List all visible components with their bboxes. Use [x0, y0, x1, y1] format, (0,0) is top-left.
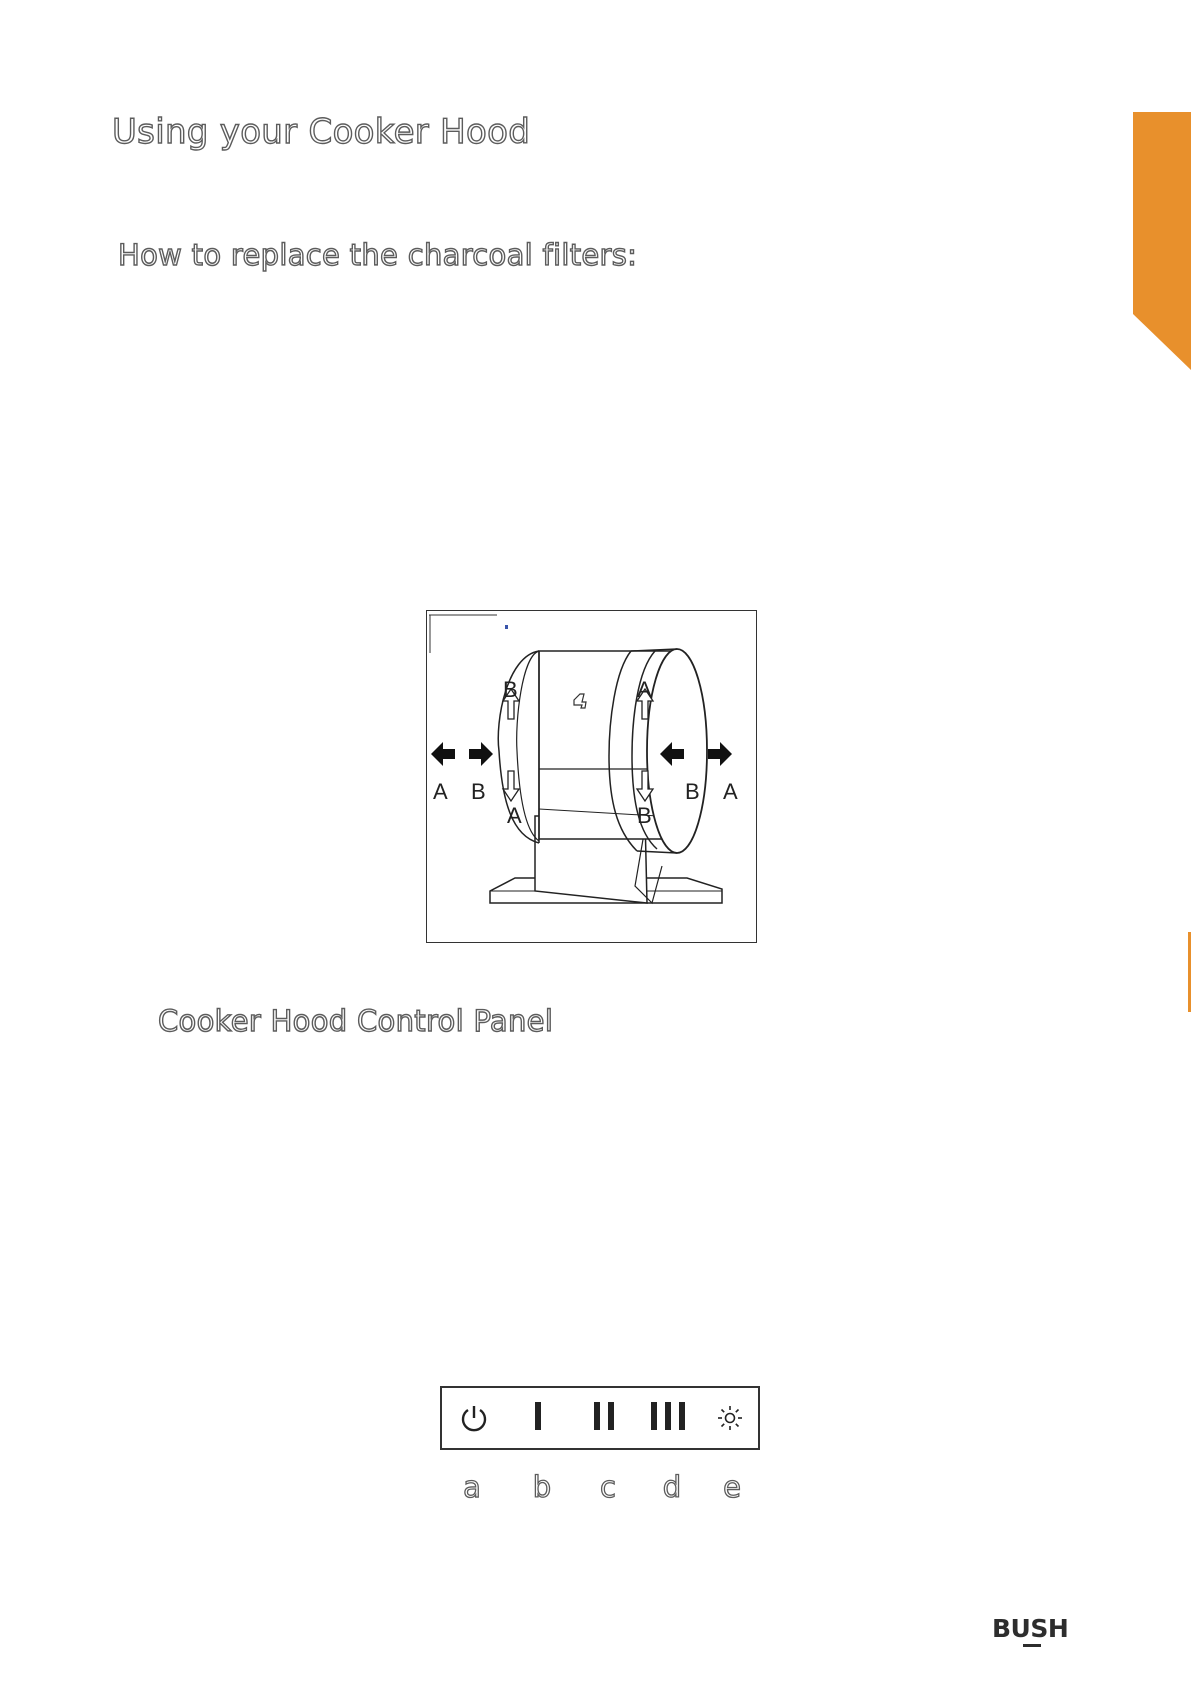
speed-2-button[interactable]	[578, 1388, 630, 1448]
cooker-hood-control-panel	[440, 1386, 760, 1450]
brand-logo: BUSH	[992, 1614, 1069, 1643]
left-arrow-label-a: A	[433, 779, 448, 804]
right-filter-label-a: A	[637, 677, 652, 702]
label-speed-2: c	[600, 1470, 616, 1504]
charcoal-filter-heading: How to replace the charcoal filters:	[118, 238, 638, 272]
right-filter-label-b: B	[637, 803, 652, 828]
speed-3-icon	[647, 1402, 689, 1434]
left-filter-label-b: B	[503, 677, 518, 702]
section-tab-marker	[1133, 112, 1191, 370]
right-arrow-label-b: B	[685, 779, 700, 804]
right-arrow-label-a: A	[723, 779, 738, 804]
arrow-right-icon	[469, 742, 493, 766]
speed-1-button[interactable]	[512, 1388, 564, 1448]
charcoal-filter-diagram	[426, 610, 757, 943]
left-arrow-label-b: B	[471, 779, 486, 804]
label-speed-1: b	[532, 1470, 552, 1504]
light-button[interactable]	[704, 1388, 756, 1448]
speed-1-icon	[531, 1402, 545, 1434]
left-filter-label-a: A	[507, 803, 522, 828]
control-panel-heading: Cooker Hood Control Panel	[158, 1004, 554, 1038]
arrow-right-icon	[708, 742, 732, 766]
power-button[interactable]	[448, 1388, 500, 1448]
power-icon	[459, 1403, 489, 1433]
speed-3-button[interactable]	[642, 1388, 694, 1448]
arrow-left-icon	[431, 742, 455, 766]
label-speed-3: d	[662, 1470, 682, 1504]
label-power: a	[463, 1470, 481, 1504]
brand-logo-underline	[1023, 1644, 1041, 1647]
speed-2-icon	[590, 1402, 618, 1434]
label-light: e	[723, 1470, 741, 1504]
light-icon	[715, 1403, 745, 1433]
page-title: Using your Cooker Hood	[112, 112, 531, 152]
